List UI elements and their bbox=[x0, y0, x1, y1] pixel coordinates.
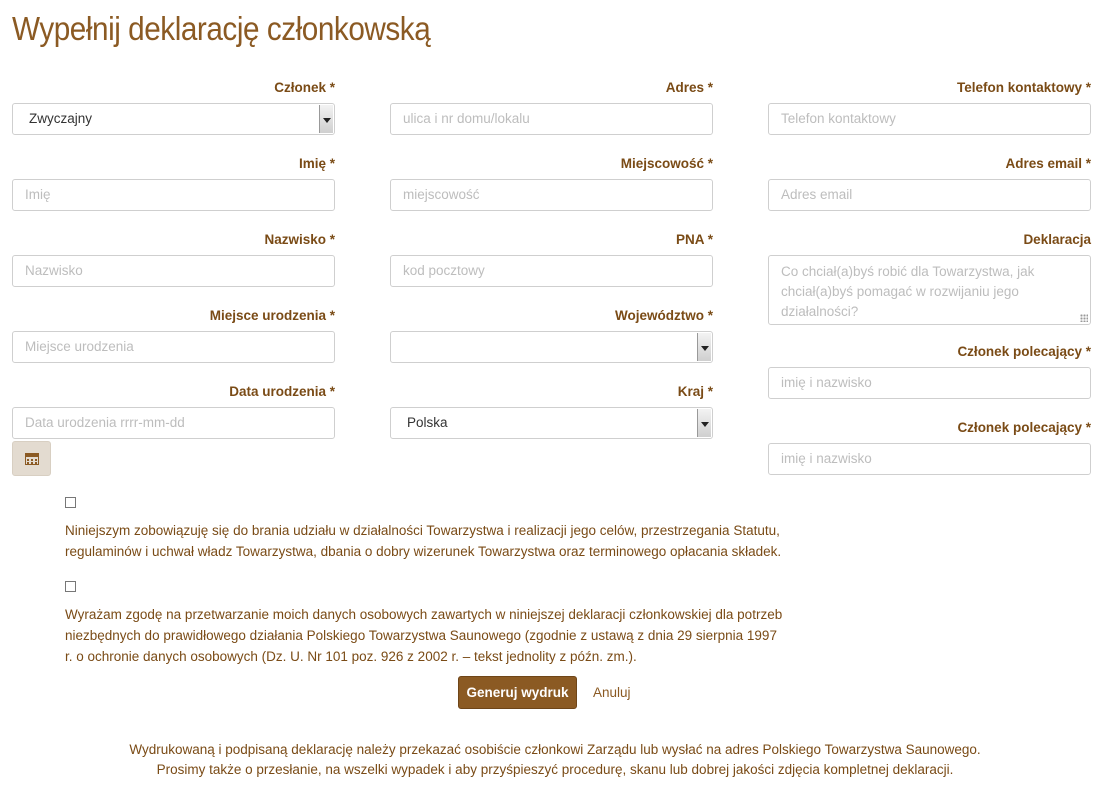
voivodeship-select[interactable] bbox=[390, 331, 713, 363]
birth-date-input[interactable]: Data urodzenia rrrr-mm-dd bbox=[12, 407, 335, 439]
country-select-value: Polska bbox=[407, 415, 448, 430]
city-label: Miejscowość * bbox=[620, 156, 713, 171]
voivodeship-label: Województwo * bbox=[615, 308, 713, 323]
consent-1-text: Niniejszym zobowiązuję się do brania udziału w działalności Towarzystwa i realizacji jego celów, przestrzegania Statutu, regulaminów i uchwał władz Towarzystwa, dbania o dobry wizerunek Towarzystwa oraz terminowego opłacania składek. bbox=[65, 523, 782, 559]
referrer-2-label: Członek polecający * bbox=[957, 420, 1091, 435]
country-select[interactable] bbox=[390, 407, 713, 439]
declaration-placeholder: Co chciał(a)byś robić dla Towarzystwa, jak chciał(a)byś pomagać w rozwijaniu jego działalności? bbox=[781, 264, 1035, 319]
form-column-3 bbox=[768, 78, 1091, 494]
declaration-textarea[interactable] bbox=[768, 255, 1091, 325]
last-name-label: Nazwisko * bbox=[264, 232, 335, 247]
postal-code-label: PNA * bbox=[675, 232, 713, 247]
birth-place-label: Miejsce urodzenia * bbox=[209, 308, 335, 323]
phone-label: Telefon kontaktowy * bbox=[956, 80, 1091, 95]
member-label: Członek * bbox=[274, 80, 335, 95]
footer-line-1: Wydrukowaną i podpisaną deklarację należy przekazać osobiście członkowi Zarządu lub wysłać na adres Polskiego Towarzystwa Saunowego. bbox=[129, 742, 981, 757]
birth-date-label: Data urodzenia * bbox=[229, 384, 335, 399]
consent-2-checkbox[interactable] bbox=[65, 581, 76, 592]
birth-place-input[interactable]: Miejsce urodzenia bbox=[12, 331, 335, 363]
country-label: Kraj * bbox=[677, 384, 713, 399]
chevron-down-icon bbox=[697, 333, 711, 361]
referrer-1-input[interactable]: imię i nazwisko bbox=[768, 367, 1091, 399]
member-select-value: Zwyczajny bbox=[29, 111, 93, 126]
email-label: Adres email * bbox=[1005, 156, 1091, 171]
address-label: Adres * bbox=[665, 80, 713, 95]
calendar-icon bbox=[25, 453, 39, 465]
consent-1-checkbox[interactable] bbox=[65, 497, 76, 508]
city-input[interactable]: miejscowość bbox=[390, 179, 713, 211]
footer-line-2: Prosimy także o przesłanie, na wszelki wypadek i aby przyśpieszyć procedurę, skanu lub dobrej jakości zdjęcia kompletnej deklaracji. bbox=[156, 762, 954, 777]
phone-input[interactable]: Telefon kontaktowy bbox=[768, 103, 1091, 135]
referrer-1-label: Członek polecający * bbox=[957, 344, 1091, 359]
first-name-label: Imię * bbox=[298, 156, 335, 171]
calendar-button[interactable] bbox=[12, 441, 51, 476]
chevron-down-icon bbox=[319, 105, 333, 133]
chevron-down-icon bbox=[697, 409, 711, 437]
footer-note bbox=[0, 740, 1110, 780]
postal-code-input[interactable]: kod pocztowy bbox=[390, 255, 713, 287]
generate-printout-button[interactable]: Generuj wydruk bbox=[458, 676, 577, 709]
referrer-2-input[interactable]: imię i nazwisko bbox=[768, 443, 1091, 475]
consent-2-text: Wyrażam zgodę na przetwarzanie moich danych osobowych zawartych w niniejszej deklaracji członkowskiej dla potrzeb niezbędnych do prawidłowego działania Polskiego Towarzystwa Saunowego (zgodnie z ustawą z dnia 29 sierpnia 1997 r. o ochronie danych osobowych (Dz. U. Nr 101 poz. 926 z 2002 r. – tekst jednolity z późn. zm.). bbox=[65, 607, 783, 664]
member-select[interactable] bbox=[12, 103, 335, 135]
cancel-link[interactable]: Anuluj bbox=[593, 685, 631, 700]
resize-grip-icon[interactable] bbox=[1080, 314, 1088, 322]
email-input[interactable]: Adres email bbox=[768, 179, 1091, 211]
last-name-input[interactable]: Nazwisko bbox=[12, 255, 335, 287]
first-name-input[interactable]: Imię bbox=[12, 179, 335, 211]
form-column-2 bbox=[390, 78, 713, 458]
page-title: Wypełnij deklarację członkowską bbox=[12, 10, 431, 47]
form-column-1 bbox=[12, 78, 335, 458]
declaration-label: Deklaracja bbox=[1023, 232, 1091, 247]
address-input[interactable]: ulica i nr domu/lokalu bbox=[390, 103, 713, 135]
